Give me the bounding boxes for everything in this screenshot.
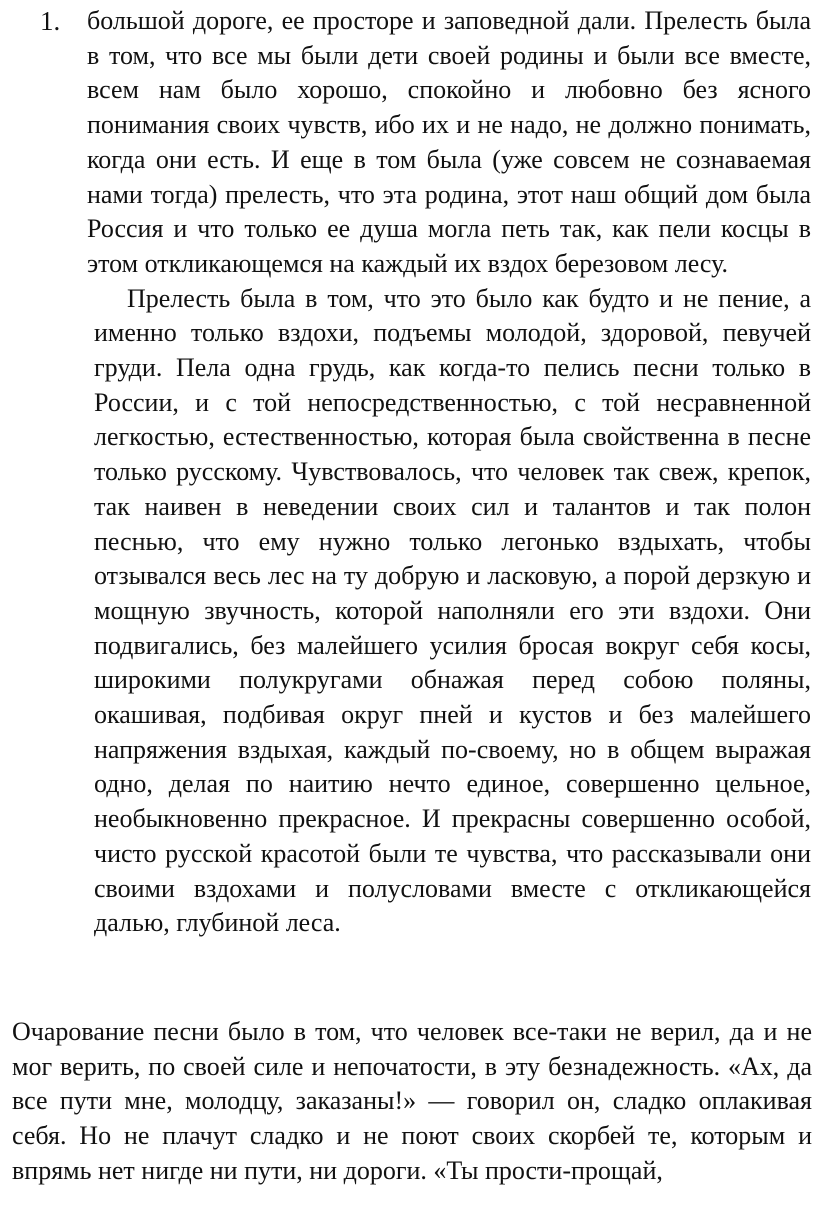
list-number: 1. xyxy=(40,6,61,36)
list-item-content xyxy=(87,4,811,941)
paragraph-3: Очарование песни было в том, что человек все-таки не верил, да и не мог верить, по своей силе и непочатости, в эту безнадежность. «Ах, да все пути мне, молодцу, заказаны!» — говорил он, сладко оплакивая себя. Но не плачут сладко и не поют своих скорбей те, которым и впрямь нет нигде ни пути, ни дороги. «Ты прости-прощай, xyxy=(12,1017,812,1185)
paragraph-1: большой дороге, ее просторе и заповедной дали. Прелесть была в том, что все мы были дети своей родины и были все вместе, всем нам было хорошо, спокойно и любовно без ясного понимания своих чувств, ибо их и не надо, не должно понимать, когда они есть. И еще в том была (уже совсем не сознаваемая нами тогда) прелесть, что эта родина, этот наш общий дом была Россия и что только ее душа могла петь так, как пели косцы в этом откликающемся на каждый их вздох березовом лесу. xyxy=(87,6,811,278)
paragraph-2: Прелесть была в том, что это было как будто и не пение, а именно только вздохи, подъемы молодой, здоровой, певучей груди. Пела одна грудь, как когда-то пелись песни только в России, и с той непосредственностью, с той несравненной легкостью, естественностью, которая была свойственна в песне только русскому. Чувствовалось, что человек так свеж, крепок, так наивен в неведении своих сил и талантов и так полон песнью, что ему нужно только легонько вздыхать, чтобы отзывался весь лес на ту добрую и ласковую, а порой дерзкую и мощную звучность, которой наполняли его эти вздохи. Они подвигались, без малейшего усилия бросая вокруг себя косы, широкими полукругами обнажая перед собою поляны, окашивая, подбивая округ пней и кустов и без малейшего напряжения вздыхая, каждый по-своему, но в общем выражая одно, делая по наитию нечто единое, совершенно цельное, необыкновенно прекрасное. И прекрасны совершенно особой, чисто русской красотой были те чувства, что рассказывали они своими вздохами и полусловами вместе с откликающейся далью, глубиной леса. xyxy=(94,283,811,938)
